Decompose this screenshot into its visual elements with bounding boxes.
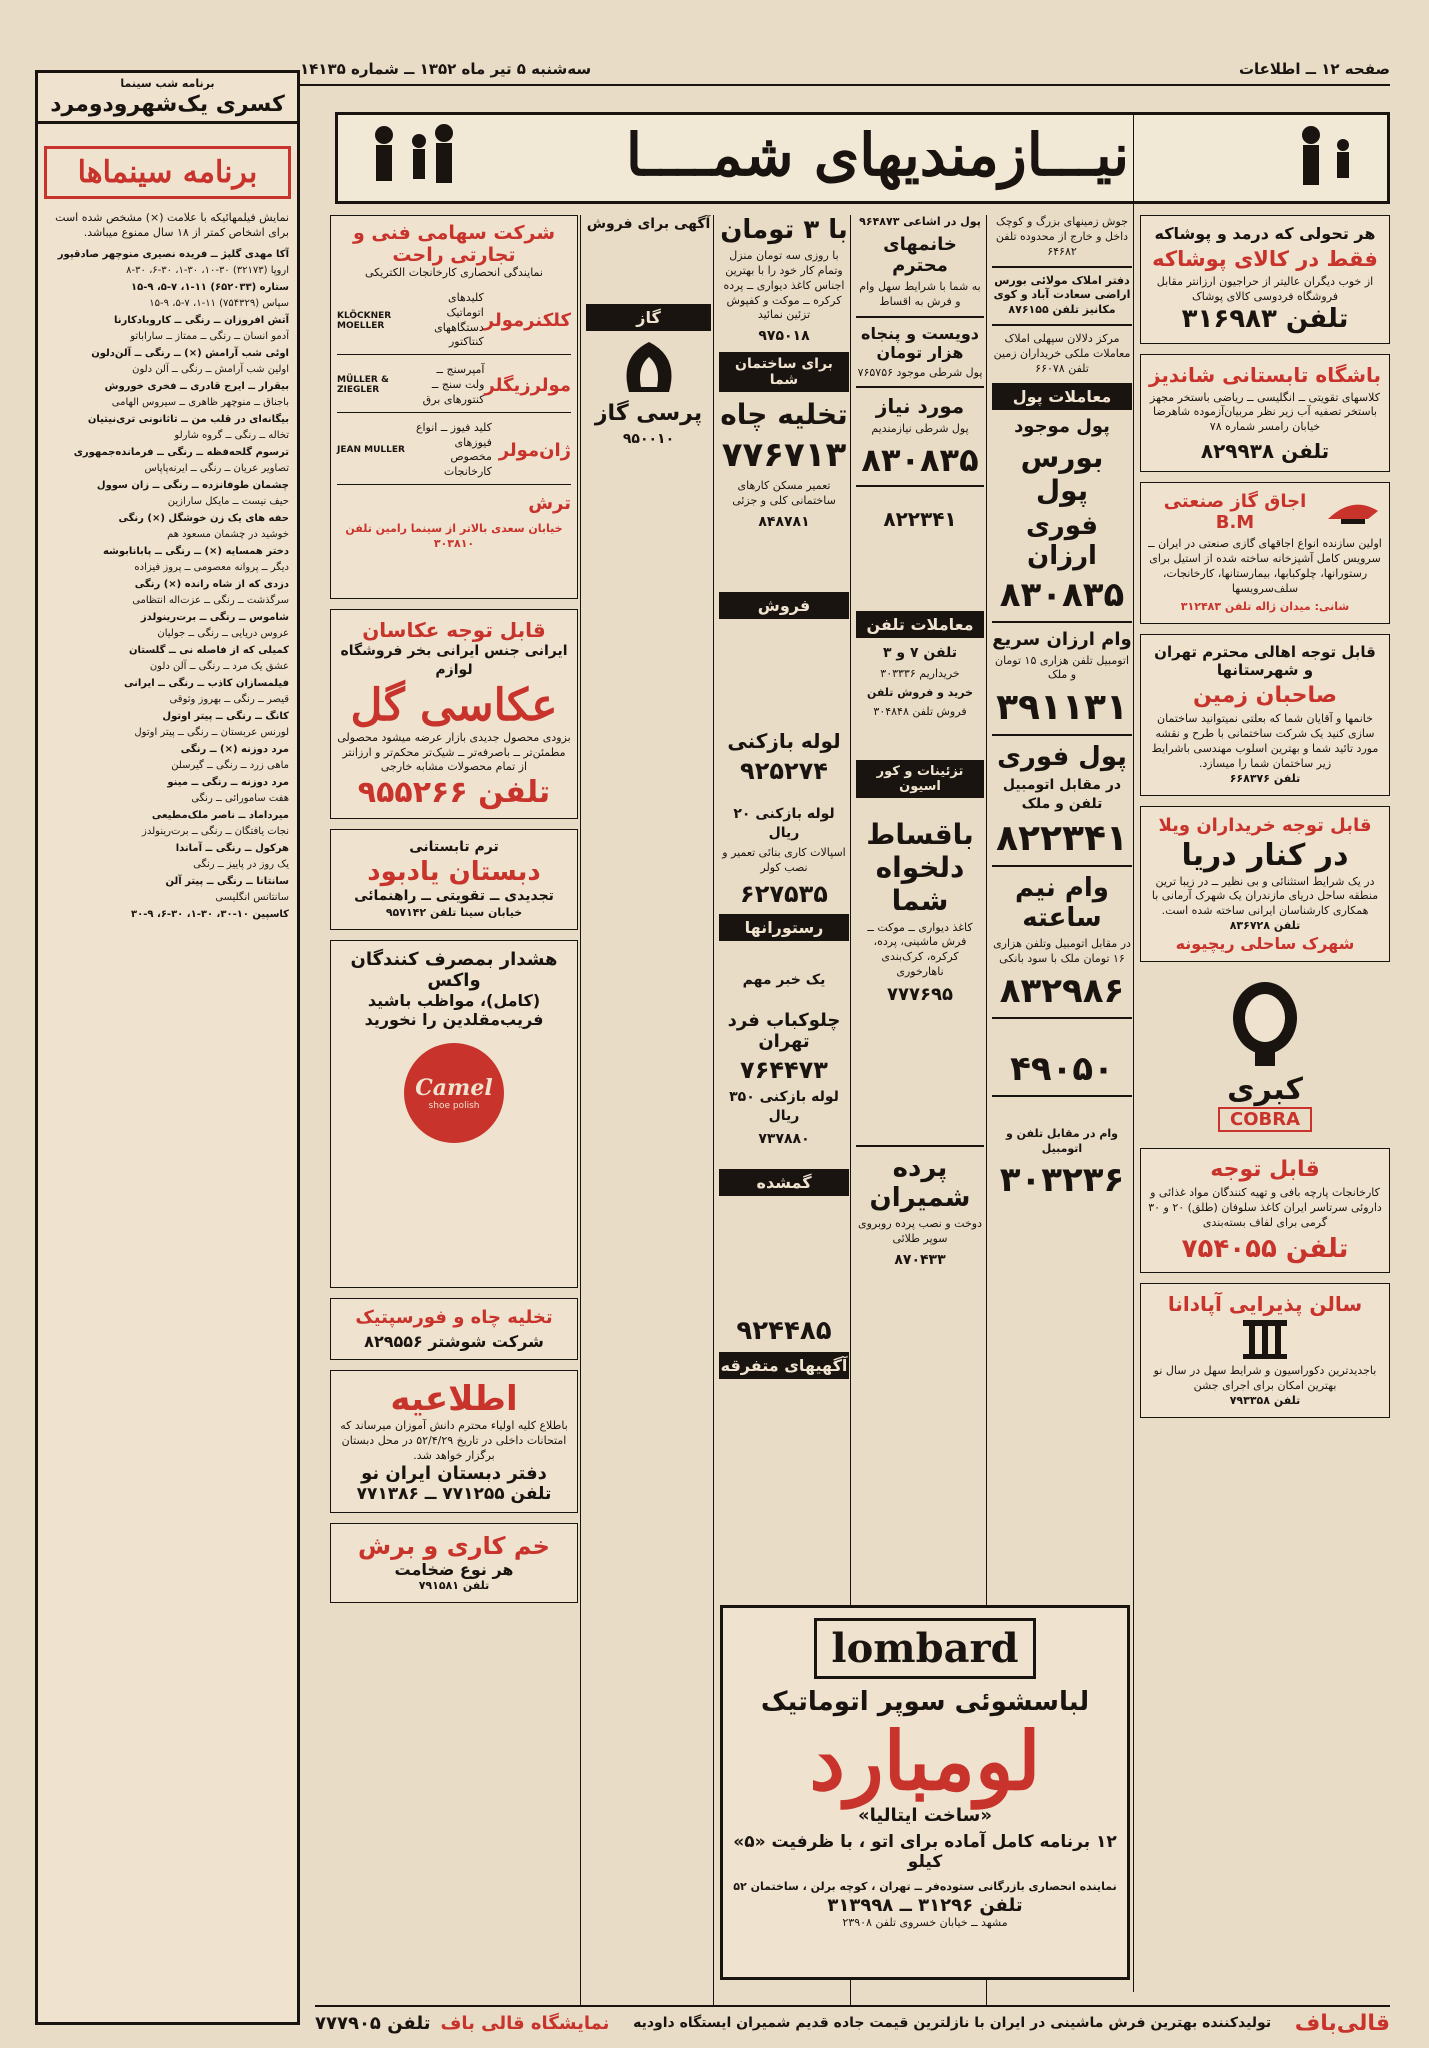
ad-sub: هر نوع ضخامت (394, 1560, 514, 1580)
brand-fa: ژان‌مولر (498, 439, 571, 461)
ad-cellophane (1140, 1148, 1390, 1274)
loan-title: وام ارزان سریع (992, 628, 1132, 650)
ad-phone: شرکت شوشتر ۸۲۹۵۵۶ (364, 1331, 544, 1351)
brand-row (337, 489, 571, 518)
cinema-row: مرد دوزنه ــ رنگی ــ مینو (167, 776, 289, 788)
classified-item: دفتر املاک مولائی بورس اراضی سعادت آباد و کوی مکانیز تلفن ۸۷۶۱۵۵ (993, 273, 1131, 317)
section-heading: معاملات پول (992, 383, 1132, 410)
cinema-row: میرداماد ــ ناصر ملک‌مطیعی (151, 809, 289, 821)
masthead (335, 112, 1390, 204)
cinema-row: سپاس (۷۵۴۳۲۹) ۱۱-۱، ۷-۵، ۹-۱۵ (149, 298, 289, 310)
fast-body: در مقابل اتومبیل تلفن و ملک (1002, 777, 1122, 813)
ad-subtitle: در کنار دریا (1181, 837, 1349, 873)
brand-desc: کلید فیوز ــ انواع فیوزهای مخصوص کارخانجات (415, 420, 492, 479)
ad-body: با روزی سه تومان منزل وتمام کار خود را با بهترین اجناس کاغذ دیواری ــ پرده کرکره ــ موکت و کفپوش تزئین نمائید (723, 249, 845, 322)
lombard-logo: lombard (814, 1618, 1035, 1679)
section-heading: رستورانها (719, 914, 849, 941)
ad-poushak (1140, 215, 1390, 344)
ad-title: سالن پذیرایی آپادانا (1167, 1292, 1363, 1317)
section-heading: برای ساختمان شما (719, 352, 849, 392)
cinema-row: آدمو انسان ــ رنگی ــ ممتاز ــ ساراباتو (130, 331, 289, 343)
cinema-row: اوئی شب آرامش (×) ــ رنگی ــ آلن‌دلون (91, 347, 289, 359)
brand-en: JEAN MULLER (337, 445, 405, 456)
brand-en: KLÖCKNER MOELLER (337, 310, 392, 331)
ad-title: لوله بازکنی ۳۵۰ ریال (729, 1089, 839, 1124)
cinema-row: دیگر ــ پروانه معصومی ــ پروز فیزاده (134, 562, 289, 574)
phone-number: ۸۳۰۸۳۵ (861, 441, 979, 480)
lombard-origin: «ساخت ایتالیا» (858, 1805, 992, 1826)
cinema-row: کاسپین ۱۰-۳۰، ۳۰-۱، ۳۰-۶، ۹-۳۰ (131, 908, 289, 920)
ad-title: آگهی برای فروش (586, 216, 711, 232)
ad-body: تعمیر مسکن کارهای ساختمانی کلی و جزئی (732, 479, 836, 507)
cinema-row: دختر همسایه (×) ــ رنگی ــ پابانابوشه (102, 545, 289, 557)
phone-number: ۸۲۲۳۴۱ (996, 818, 1128, 860)
ad-name: دبستان یادبود (367, 857, 541, 888)
cobra-en: COBRA (1218, 1107, 1312, 1132)
phone-number: ۴۹۰۵۰ (1010, 1048, 1114, 1089)
ad-footer: شهرک ساحلی ریچیونه (1175, 933, 1355, 953)
ad-body: خانمها و آقایان شما که بعلتی نمیتوانید ساختمان سازی کنید یک شرکت ساختمانی با طرح و نقشه مورد تائید شما و بهترین اسلوب مهندسی باشرایط زیر ساختمان شما را میسازد. (1151, 712, 1379, 770)
phone-number: ۶۲۷۵۳۵ (740, 880, 828, 909)
bottom-phone: تلفن ۷۷۷۹۰۵ (315, 2012, 431, 2034)
header-rule (300, 84, 1390, 86)
cinema-row: سانتانا ــ رنگی ــ پیتر آلن (165, 875, 289, 887)
ad-title: لوله بازکنی ۲۰ ریال (733, 805, 835, 841)
issue-date: سه‌شنبه ۵ تیر ماه ۱۳۵۲ ــ شماره ۱۴۱۳۵ (300, 60, 592, 78)
ad-phone: خیابان سینا تلفن ۹۵۷۱۴۲ (385, 906, 523, 920)
camel-brand: Camel (415, 1074, 493, 1101)
phone-line: خریداریم ۳۰۳۳۳۶ (880, 667, 960, 681)
gas-phone: ۹۵۰۰۱۰ (622, 430, 675, 447)
ad-phone: تلفن ۷۹۱۵۸۱ (418, 1579, 490, 1593)
cinema-row: هرکول ــ رنگی ــ آماندا (175, 842, 289, 854)
money-line: فوری ارزان (1025, 510, 1099, 571)
ad-title: لوله بازکنی (727, 728, 841, 753)
ad-phone: تلفن ۷۵۴۰۵۵ (1181, 1234, 1349, 1265)
cinema-row: آتش افروزان ــ رنگی ــ کاروبادکارنا (114, 314, 289, 326)
ad-subtitle: صاحبان زمین (1192, 683, 1338, 709)
cinema-row: بیگانه‌ای در قلب من ــ تاثانونی تری‌نیتیان (87, 413, 289, 425)
money-line: پول موجود (1014, 415, 1110, 437)
section-heading: فروش (719, 592, 849, 619)
ad-phone: تلفن ۹۵۵۲۶۶ (357, 775, 551, 811)
cinema-row: سانتانس انگلیسی (215, 892, 289, 904)
cinema-row: سرگذشت ــ رنگی ــ عزت‌اله انتظامی (132, 595, 289, 607)
money-line: بورس پول (1020, 440, 1104, 507)
ad-title: خم کاری و برش (358, 1532, 550, 1561)
ad-body: باجدیدترین دکوراسیون و شرایط سهل در سال نو بهترین امکان برای اجرای جشن (1153, 1364, 1377, 1393)
phone-number: ۳۰۳۲۳۶ (999, 1160, 1125, 1201)
ad-camel (330, 940, 578, 1288)
camel-logo (404, 1043, 504, 1143)
fast-title: پول فوری (997, 742, 1127, 773)
section-heading: تزئینات و کور اسیون (856, 760, 984, 798)
columns-icon (1235, 1316, 1295, 1360)
cinema-intro: نمایش فیلمهائیکه با علامت (×) مشخص شده است برای اشخاص کمتر از ۱۸ سال ممنوع میباشد. (55, 210, 289, 239)
cinema-row: عروس دریایی ــ رنگی ــ جولیان (157, 628, 289, 640)
classified-item: مورد نیاز (875, 394, 965, 419)
cinema-row: تصاویر عریان ــ رنگی ــ ایرنه‌پاپاس (144, 463, 289, 475)
cinema-row: هفت سامورائی ــ رنگی (191, 793, 289, 805)
cinema-sidebar (35, 70, 300, 2025)
gas-brand: پرسی گاز (594, 400, 703, 426)
phone-number: ۸۷۰۴۳۳ (894, 1251, 946, 1268)
bottom-label: وام در مقابل تلفن و اتومبیل (1005, 1126, 1119, 1155)
phone-number: ۹۷۵۰۱۸ (758, 328, 810, 345)
phone-line: تلفن ۷ و ۳ (882, 645, 958, 662)
ad-title: با ۳ تومان (720, 215, 848, 245)
classified-item: جوش زمینهای بزرگ و کوچک داخل و خارج از محدوده تلفن ۶۴۶۸۲ (995, 215, 1129, 258)
brand-list (337, 287, 571, 518)
phone-number: ۷۶۴۴۷۳ (740, 1056, 828, 1085)
cinema-row: ماهی زرد ــ رنگی ــ گیرسلن (171, 760, 289, 772)
ad-title: اطلاعیه (390, 1378, 518, 1419)
installment-title: باقساط دلخواه شما (866, 817, 974, 917)
column-rule (580, 215, 581, 2005)
cinema-row: تخاله ــ رنگی ــ گروه شارلو (174, 430, 289, 442)
ad-septic (330, 1298, 578, 1360)
phone-number: ۸۴۸۷۸۱ (758, 513, 810, 530)
ad-body: باطلاع کلیه اولیاء محترم دانش آموزان میرساند که امتحانات داخلی در تاریخ ۵۲/۴/۲۹ در محل دبستان برگزار خواهد شد. (340, 1418, 568, 1462)
ad-title: ترم تابستانی (409, 839, 499, 856)
cinema-row: آکا مهدی گلپژ ــ فریده نصیری منوچهر صادقپور (57, 248, 289, 260)
company-sub: نمایندگی انحصاری کارخانجات الکتریکی (365, 266, 543, 279)
ad-phone: تلفن ۳۱۶۹۸۳ (1181, 303, 1349, 334)
family-illustration (344, 117, 474, 203)
cinema-row: نجات یافتگان ــ رنگی ــ برت‌رینولدز (142, 826, 289, 838)
brand-desc: آمپرسنج ــ ولت سنج ــ کنتورهای برق (422, 363, 485, 406)
gas-brand-icon (609, 337, 689, 397)
ad-title: باشگاه تابستانی شاندیز (1148, 362, 1382, 387)
lombard-name: لومبارد (809, 1714, 1041, 1808)
bottom-banner (315, 2005, 1390, 2039)
ad-body: در یک شرایط استثنائی و بی نظیر ــ در زیبا ترین منطقه ساحل دریای مازندران یک شهرک آرمانی با همکاری کارشناسان ایرانی ساخته شده است. (1151, 874, 1379, 918)
ad-villa (1140, 806, 1390, 962)
cinema-row: کانگ ــ رنگی ــ پیتر اوتول (162, 710, 289, 722)
bottom-brand: قالی‌باف (1294, 2010, 1390, 2036)
brand-en: MÜLLER & ZIEGLER (337, 375, 389, 396)
company-name: شرکت سهامی فنی و تجارتی راحت (352, 222, 556, 266)
brand-row (337, 359, 571, 413)
ad-sub: ایرانی جنس ایرانی بخر فروشگاه لوازم (340, 643, 568, 678)
ad-title: هر تحولی که درمد و پوشاکه (1154, 224, 1376, 243)
ad-body: از خوب دیگران عالیتر از حراجیون ارزانتر مقابل فروشگاه فردوسی کالای پوشاک (1156, 275, 1374, 303)
curtain-title: پرده شمیران (869, 1153, 971, 1214)
cinema-row: عشق یک مرد ــ رنگی ــ آلن دلون (149, 661, 289, 673)
cinema-row: بیقرار ــ ایرج قادری ــ فخری خوروش (104, 380, 289, 392)
column-5b (586, 215, 711, 1595)
masthead-title: نیـــازمندیهای شمــــا (625, 121, 1130, 189)
installment-body: کاغذ دیواری ــ موکت ــ فرش ماشینی، پرده، کرکره، کرک‌بندی ناهارخوری (867, 920, 973, 979)
lombard-footer: مشهد ــ خیابان خسروی تلفن ۲۳۹۰۸ (842, 1915, 1008, 1929)
cinema-row: خوشید در چشمان مسعود هم (167, 529, 289, 541)
ad-name: عکاسی گل (350, 679, 558, 731)
phone-number: ۹۲۵۲۷۴ (740, 756, 828, 785)
lombard-features: ۱۲ برنامه کامل آماده برای اتو ، با ظرفیت «۵» کیلو (733, 1832, 1117, 1872)
cinema-row: دزدی که از شاه رانده (×) رنگی (134, 578, 289, 590)
column-rule (1133, 112, 1134, 1992)
curtain-body: دوخت و نصب پرده روبروی سوپر طلائی (858, 1217, 982, 1245)
cinema-title: برنامه سینماها (44, 146, 291, 199)
ad-cobra (1140, 972, 1390, 1138)
classified-item: مرکز دلالان سپهلی املاک معاملات ملکی خریداران زمین تلفن ۶۶۰۷۸ (993, 332, 1131, 375)
ad-title: تخلیه چاه (720, 398, 848, 432)
sidebar-top-label: برنامه شب سینما (120, 77, 215, 90)
ad-landowners (1140, 634, 1390, 795)
phone-number: ۸۳۰۸۳۵ (999, 574, 1125, 615)
ad-title: یک خبر مهم (742, 972, 826, 989)
phone-number: ۸۲۲۳۴۱ (883, 507, 957, 532)
cinema-row: کمیلی که از فاصله نی ــ گلستان (128, 644, 289, 656)
phone-number: ۷۳۷۸۸۰ (758, 1130, 810, 1147)
classified-item: خانمهای محترم (883, 233, 957, 276)
cinema-row: باجناق ــ منوچهر ظاهری ــ سیروس الهامی (111, 397, 289, 409)
lamp-icon (1323, 491, 1383, 527)
brand-fa: ترش (528, 493, 571, 515)
ad-notice (330, 1370, 578, 1514)
phone-number: ۷۷۶۷۱۳ (721, 435, 847, 476)
section-heading: آگهیهای متفرقه (719, 1352, 849, 1379)
ad-bm-stove (1140, 482, 1390, 624)
family-illustration-right (1281, 117, 1381, 203)
classified-item: پول شرطی موجود ۷۶۵۷۵۶ (857, 365, 983, 379)
lombard-phones: تلفن ۳۱۲۹۶ ــ ۳۱۳۹۹۸ (827, 1894, 1023, 1916)
brand-row (337, 287, 571, 355)
ad-apadana (1140, 1283, 1390, 1418)
vam-title: وام نیم ساعته (1015, 873, 1109, 934)
cinema-row: چشمان طوفانزده ــ رنگی ــ زان سوول (96, 479, 289, 491)
ad-title: قابل توجه اهالی محترم تهران و شهرستانها (1154, 643, 1376, 680)
ad-phone: تلفن ۷۹۳۳۵۸ (1229, 1394, 1301, 1408)
ad-shandiz (1140, 354, 1390, 473)
page-number: صفحه ۱۲ ــ اطلاعات (1238, 60, 1390, 78)
phone-line: فروش تلفن ۳۰۴۸۴۸ (873, 704, 967, 718)
sidebar-top-title: کسری یک‌شهرودومرد (38, 92, 297, 124)
phone-number: ۹۲۴۴۸۵ (736, 1315, 832, 1346)
phone-number: ۸۳۲۹۸۶ (999, 970, 1125, 1011)
ad-rahat (330, 215, 578, 599)
ad-body: کارخانجات پارچه بافی و تهیه کنندگان مواد غذائی و داروئی سرتاسر ایران کاغذ سلوفان (طلق) ۲۰ و ۳۰ گرمی برای لفاف بسته‌بندی (1148, 1185, 1382, 1229)
section-heading: گمشده (719, 1169, 849, 1196)
ad-aks-gol (330, 609, 578, 819)
classified-item: به شما با شرایط سهل وام و فرش به اقساط (859, 279, 981, 308)
cinema-row: اروپا (۳۲۱۷۳) ۳۰-۱۰، ۳۰-۱، ۳۰-۶، ۳۰-۸ (126, 265, 289, 277)
cinema-row: لورنس عربستان ــ رنگی ــ پیتر اوتول (134, 727, 289, 739)
ad-body: اسپالات کاری بنائی تعمیر و نصب کولر (722, 846, 846, 875)
ad-yadbood (330, 829, 578, 930)
cinema-row: ستاره (۶۵۲۰۳۳) ۱۱-۱، ۷-۵، ۹-۱۵ (131, 281, 289, 293)
lombard-title: لباسشوئی سوپر اتوماتیک (760, 1687, 1090, 1717)
ad-phone: تلفن ۸۲۹۹۳۸ (1200, 439, 1330, 464)
page-header (300, 58, 1390, 84)
cobra-icon (1210, 978, 1320, 1068)
ad-subtitle: فقط در کالای پوشاکه (1152, 247, 1378, 271)
ad-body: تجدیدی ــ تقویتی ــ راهنمائی (354, 888, 554, 905)
cinema-row: حفه های یک زن خوشگل (×) رنگی (118, 512, 289, 524)
cinema-row: مرد دوزنه (×) ــ رنگی (180, 743, 289, 755)
phone-number: ۷۷۷۶۹۵ (887, 984, 953, 1006)
ad-lombard (720, 1605, 1130, 1980)
bottom-name: نمایشگاه قالی باف (440, 2012, 610, 2034)
section-heading: معاملات تلفن (856, 611, 984, 638)
brand-row (337, 417, 571, 485)
ad-title: قابل توجه خریداران ویلا (1158, 814, 1372, 836)
company-address: خیابان سعدی بالاتر از سینما رامین تلفن ۳۰۳۸۱۰ (345, 522, 563, 550)
brand-desc: کلیدهای اتوماتیک دستگاههای کنتاکتور (434, 290, 484, 349)
cinema-row: فیلمسازان کاذب ــ رنگی ــ ایرانی (123, 677, 289, 689)
loan-body: اتومبیل تلفن هزاری ۱۵ تومان و ملک (994, 653, 1130, 682)
ad-phone: شانی: میدان ژاله تلفن ۳۱۲۴۸۳ (1180, 600, 1350, 614)
ad-sub: (کامل)، مواظب باشید فریب‌مقلدین را نخورید (364, 990, 544, 1029)
cinema-row: شاموس ــ رنگی ــ برت‌رینولدز (140, 611, 289, 623)
ad-title: اجاق گاز صنعتی B.M (1163, 491, 1307, 534)
ad-title: قابل توجه (1210, 1156, 1320, 1182)
section-heading: گاز (586, 304, 711, 331)
bottom-text: تولیدکننده بهترین فرش ماشینی در ایران با نازلترین قیمت جاده قدیم شمیران ایستگاه داودیه (633, 2015, 1272, 2031)
ad-phone: تلفن ۶۶۸۳۷۶ (1229, 771, 1301, 785)
ad-bending (330, 1523, 578, 1603)
brand-fa: مولرزیگلر (484, 374, 571, 396)
classified-item: پول در اشاعی ۹۶۴۸۷۳ (859, 215, 981, 228)
phone-number: ۳۹۱۱۳۱ (996, 687, 1128, 729)
ad-name: دفتر دبستان ایران نو (361, 1463, 547, 1485)
cinema-row: ترسوم گلحه‌فظه ــ رنگی ــ فرمانده‌جمهوری (73, 446, 289, 458)
classified-item: دویست و پنجاه هزار تومان (861, 323, 979, 362)
cinema-row: یک روز در پاییز ــ رنگی (193, 859, 289, 871)
ad-body: بزودی محصول جدیدی بازار عرضه میشود محصولی مطمئن‌تر ــ باصرفه‌تر ــ شیک‌تر محکم‌تر و ارزانتر از تمام محصولات مشابه خارجی (337, 730, 571, 774)
cinema-row: قیصر ــ رنگی ــ بهروز وثوقی (169, 694, 289, 706)
column-1 (1140, 215, 1390, 2005)
cinema-list (38, 247, 297, 924)
ad-phone: تلفن ۷۷۱۲۵۵ ــ ۷۷۱۳۸۶ (356, 1484, 552, 1505)
classified-item: پول شرطی نیازمندیم (871, 422, 969, 436)
ad-phone: تلفن ۸۳۶۷۲۸ (1229, 919, 1301, 933)
cinema-row: حیف نیست ــ مایکل سارازین (167, 496, 289, 508)
brand-fa: کلکنرمولر (483, 310, 571, 332)
ad-body: کلاسهای تقویتی ــ انگلیسی ــ ریاضی باستخر مجهز باستخر تصفیه آب زیر نظر مربیان‌آزموده شاهرضا خیابان رامسر شماره ۷۸ (1150, 390, 1380, 434)
camel-sub: shoe polish (428, 1100, 480, 1111)
ad-title: چلوکباب فرد تهران (727, 1010, 841, 1053)
phone-line: خرید و فروش تلفن (866, 685, 974, 699)
ad-title: تخلیه چاه و فورسپتیک (355, 1306, 553, 1328)
vam-body: در مقابل اتومبیل وتلفن هزاری ۱۶ تومان ملک با سود بانکی (993, 937, 1131, 965)
lombard-agency: نماینده انحصاری بازرگانی ستوده‌فر ــ تهران ، کوچه برلن ، ساختمان ۵۲ (733, 1880, 1117, 1893)
ad-body: اولین سازنده انواع اجاقهای گازی صنعتی در ایران ــ سرویس کامل آشپزخانه ساخته شده از استیل برای رستورانها، چلوکبابها، بیمارستانها، کارخانجات، سلف‌سرویسها (1148, 537, 1382, 595)
column-rule (713, 215, 714, 2005)
cobra-fa: کبری (1227, 1071, 1303, 1107)
column-5 (330, 215, 578, 1615)
ad-title: قابل توجه عکاسان (362, 618, 546, 642)
ad-title: هشدار بمصرف کنندگان واکس (350, 948, 558, 991)
cinema-row: اولین شب آرامش ــ رنگی ــ آلن دلون (132, 364, 289, 376)
